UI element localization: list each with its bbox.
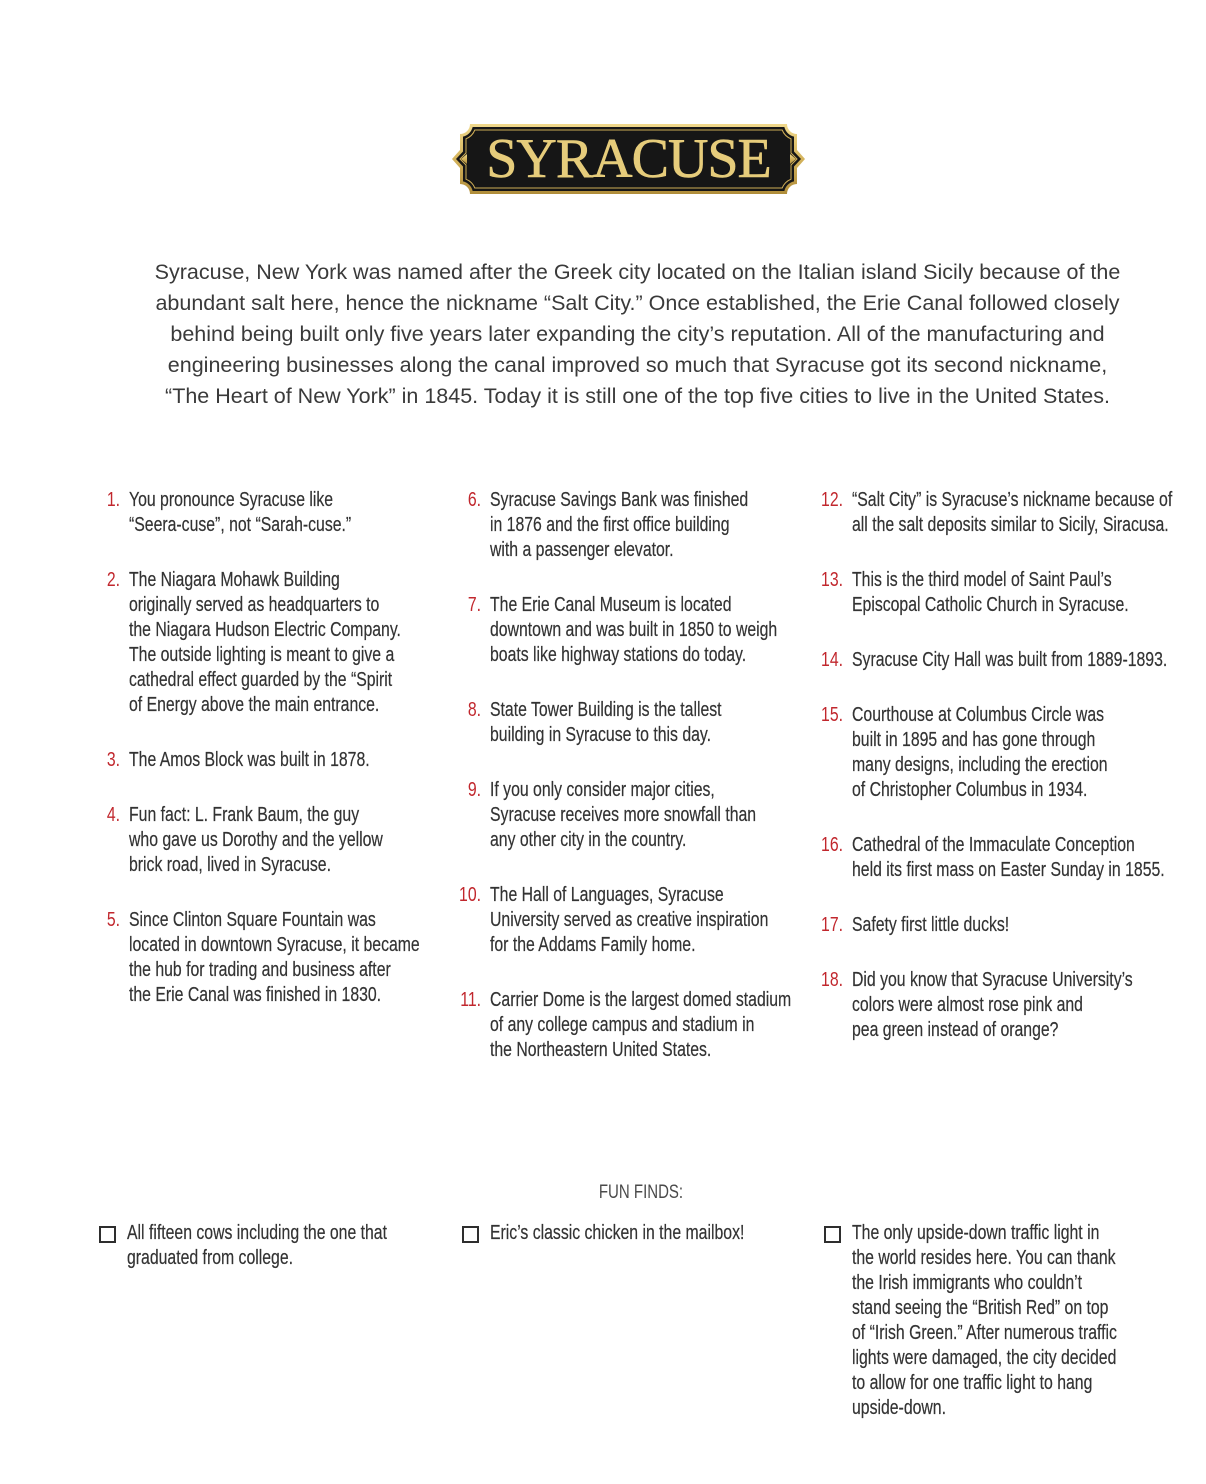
fact-item-13 xyxy=(821,568,1202,618)
fact-item-11 xyxy=(460,988,871,1063)
fact-item-3 xyxy=(106,748,434,773)
fact-item-14 xyxy=(821,648,1206,673)
intro-paragraph: Syracuse, New York was named after the Greek city located on the Italian island Sicily because of the abundant salt here, hence the nickname “Salt City.” Once established, the Erie Canal followed closely behind being built only five years later expanding the city’s reputation. All of the manufacturing and engineering businesses along the canal improved so much that Syracuse got its second nickname, “The Heart of New York” in 1845. Today it is still one of the top five cities to live in the United States. xyxy=(154,260,1121,408)
fact-text: The Erie Canal Museum is located downtown and was built in 1850 to weigh boats like highway stations do today. xyxy=(490,594,778,666)
fact-number: 6. xyxy=(467,489,481,511)
fact-text: Courthouse at Columbus Circle was built in 1895 and has gone through many designs, including the erection of Christopher Columbus in 1934. xyxy=(852,704,1108,801)
fact-number: 1. xyxy=(106,489,120,511)
fact-text: Syracuse Savings Bank was finished in 1876 and the first office building with a passenger elevator. xyxy=(490,489,749,561)
fact-number: 4. xyxy=(106,804,120,826)
fact-text: The Hall of Languages, Syracuse University served as creative inspiration for the Addams Family home. xyxy=(490,884,769,956)
fact-item-15 xyxy=(821,703,1176,803)
fact-number: 11. xyxy=(460,989,481,1011)
fact-text: Fun fact: L. Frank Baum, the guy who gave us Dorothy and the yellow brick road, lived in Syracuse. xyxy=(129,804,383,876)
fact-item-10 xyxy=(459,883,842,958)
fact-item-17 xyxy=(821,913,1051,938)
facts-column-1 xyxy=(106,488,459,1008)
fact-item-8 xyxy=(467,698,783,748)
fact-item-1 xyxy=(106,488,410,538)
fact-number: 12. xyxy=(821,489,843,511)
facts-column-2 xyxy=(459,488,820,1063)
fact-item-4 xyxy=(106,803,450,878)
fact-number: 17. xyxy=(821,914,843,936)
fact-text: The Niagara Mohawk Building originally served as headquarters to the Niagara Hudson Electric Company. The outside lighting is meant to give a cathedral effect guarded by the “Spirit of Energy above the main entrance. xyxy=(129,569,401,716)
fact-item-2 xyxy=(106,568,473,718)
fact-text: If you only consider major cities, Syracuse receives more snowfall than any other city in the country. xyxy=(490,779,757,851)
fun-find-item-3 xyxy=(852,1221,1187,1421)
fact-number: 13. xyxy=(821,569,843,591)
fun-find-text: Eric’s classic chicken in the mailbox! xyxy=(490,1222,745,1244)
fun-find-text: All fifteen cows including the one that graduated from college. xyxy=(127,1222,387,1269)
fact-text: The Amos Block was built in 1878. xyxy=(129,749,370,771)
fact-text: Syracuse City Hall was built from 1889-1893. xyxy=(852,649,1168,671)
fact-text: Cathedral of the Immaculate Conception held its first mass on Easter Sunday in 1855. xyxy=(852,834,1165,881)
fun-find-text: The only upside-down traffic light in the world resides here. You can thank the Irish immigrants who couldn’t stand seeing the “British Red” on top of “Irish Green.” After numerous traffic lights were damaged, the city decided to allow for one traffic light to hang upside-down. xyxy=(852,1222,1117,1419)
fact-number: 10. xyxy=(459,884,481,906)
fact-text: Carrier Dome is the largest domed stadium of any college campus and stadium in the Northeastern United States. xyxy=(490,989,792,1061)
fact-number: 5. xyxy=(106,909,120,931)
fact-number: 8. xyxy=(467,699,481,721)
facts-column-3 xyxy=(821,488,1182,1043)
fun-finds-heading: FUN FINDS: xyxy=(598,1182,684,1203)
fact-item-7 xyxy=(467,593,854,668)
fact-number: 16. xyxy=(821,834,843,856)
fact-item-5 xyxy=(106,908,497,1008)
fact-text: “Salt City” is Syracuse’s nickname because of all the salt deposits similar to Sicily, Siracusa. xyxy=(852,489,1173,536)
fact-text: Did you know that Syracuse University’s colors were almost rose pink and pea green instead of orange? xyxy=(852,969,1133,1041)
fact-text: This is the third model of Saint Paul’s Episcopal Catholic Church in Syracuse. xyxy=(852,569,1129,616)
checkbox[interactable] xyxy=(462,1226,479,1243)
fact-item-12 xyxy=(821,488,1206,538)
fact-number: 7. xyxy=(467,594,481,616)
fact-item-6 xyxy=(467,488,817,563)
fact-text: State Tower Building is the tallest building in Syracuse to this day. xyxy=(490,699,722,746)
fact-text: Since Clinton Square Fountain was located in downtown Syracuse, it became the hub for trading and business after the Erie Canal was finished in 1830. xyxy=(129,909,420,1006)
checkbox[interactable] xyxy=(824,1226,841,1243)
fact-item-16 xyxy=(821,833,1206,883)
fact-item-18 xyxy=(821,968,1206,1043)
fact-number: 14. xyxy=(821,649,843,671)
checkbox[interactable] xyxy=(99,1226,116,1243)
fun-find-item-2 xyxy=(490,1221,812,1246)
fact-text: Safety first little ducks! xyxy=(852,914,1010,936)
fact-item-9 xyxy=(467,778,827,853)
title-plaque xyxy=(452,124,805,194)
fact-number: 15. xyxy=(821,704,843,726)
fun-find-item-1 xyxy=(127,1221,456,1271)
fact-number: 2. xyxy=(106,569,120,591)
page-title: SYRACUSE xyxy=(486,128,771,190)
fact-text: You pronounce Syracuse like “Seera-cuse”, not “Sarah-cuse.” xyxy=(129,489,352,536)
fact-number: 9. xyxy=(467,779,481,801)
fact-number: 18. xyxy=(821,969,843,991)
fact-number: 3. xyxy=(106,749,120,771)
